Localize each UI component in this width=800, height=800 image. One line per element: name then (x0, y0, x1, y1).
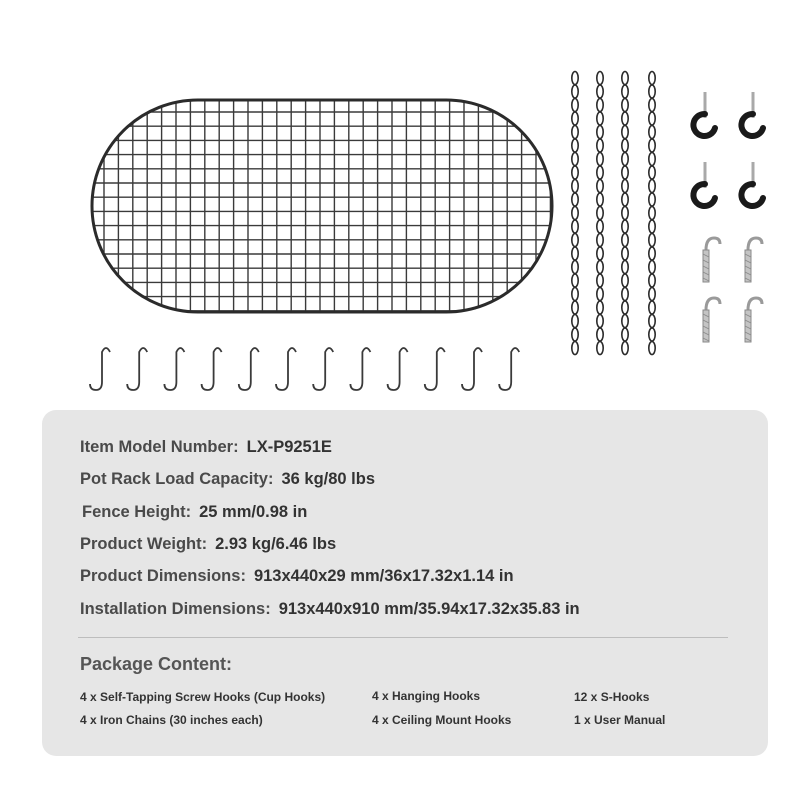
cup-hook-icon (741, 92, 763, 136)
package-item: 4 x Self-Tapping Screw Hooks (Cup Hooks) (80, 690, 326, 704)
ceiling-mount-hook-icon (703, 298, 720, 342)
spec-value: 913x440x29 mm/36x17.32x1.14 in (253, 567, 514, 585)
package-item: 4 x Hanging Hooks (372, 689, 481, 703)
s-hook-icon (350, 348, 370, 390)
s-hook-icon (202, 348, 222, 390)
spec-product-dimensions (80, 567, 514, 586)
cup-hook-icon (741, 162, 763, 206)
s-hook-icon (388, 348, 408, 390)
s-hook-icon (425, 348, 445, 390)
iron-chain-icon (597, 72, 603, 355)
ceiling-mount-hook-icon (745, 298, 762, 342)
cup-hook-icon (693, 92, 715, 136)
package-item: 4 x Ceiling Mount Hooks (372, 713, 512, 727)
iron-chain-icon (649, 72, 655, 355)
specification-panel (42, 410, 768, 756)
s-hook-icon (164, 348, 184, 390)
s-hooks-group (90, 348, 519, 390)
spec-model-number (80, 438, 332, 457)
spec-label: Item Model Number: (80, 438, 239, 456)
spec-value: 25 mm/0.98 in (199, 503, 308, 521)
spec-fence-height (82, 503, 307, 522)
spec-label: Product Weight: (80, 535, 208, 553)
spec-load-capacity (80, 470, 375, 489)
cup-hook-icon (693, 162, 715, 206)
spec-value: 913x440x910 mm/35.94x17.32x35.83 in (278, 600, 580, 618)
package-item: 4 x Iron Chains (30 inches each) (80, 713, 263, 727)
s-hook-icon (276, 348, 296, 390)
ceiling-mount-hook-icon (703, 238, 720, 282)
s-hook-icon (239, 348, 259, 390)
spec-value: LX-P9251E (246, 438, 332, 456)
spec-label: Product Dimensions: (80, 567, 246, 585)
s-hook-icon (90, 348, 110, 390)
ceiling-mount-hooks-group (703, 238, 762, 342)
ceiling-mount-hook-icon (745, 238, 762, 282)
package-item: 1 x User Manual (574, 713, 666, 727)
spec-value: 36 kg/80 lbs (281, 470, 376, 488)
iron-chain-icon (622, 72, 628, 355)
divider (78, 637, 728, 638)
cup-hooks-group (693, 92, 763, 206)
spec-label: Pot Rack Load Capacity: (80, 470, 274, 488)
spec-label: Installation Dimensions: (80, 600, 271, 618)
s-hook-icon (462, 348, 482, 390)
package-item: 12 x S-Hooks (574, 690, 650, 704)
s-hook-icon (499, 348, 519, 390)
grid-rack-icon (92, 100, 552, 312)
s-hook-icon (313, 348, 333, 390)
spec-label: Fence Height: (82, 503, 192, 521)
iron-chain-icon (572, 72, 578, 355)
spec-value: 2.93 kg/6.46 lbs (215, 535, 337, 553)
package-content-title: Package Content: (80, 654, 233, 674)
iron-chains-group (572, 72, 655, 355)
s-hook-icon (127, 348, 147, 390)
spec-product-weight (80, 535, 336, 554)
spec-installation-dimensions (80, 600, 580, 619)
